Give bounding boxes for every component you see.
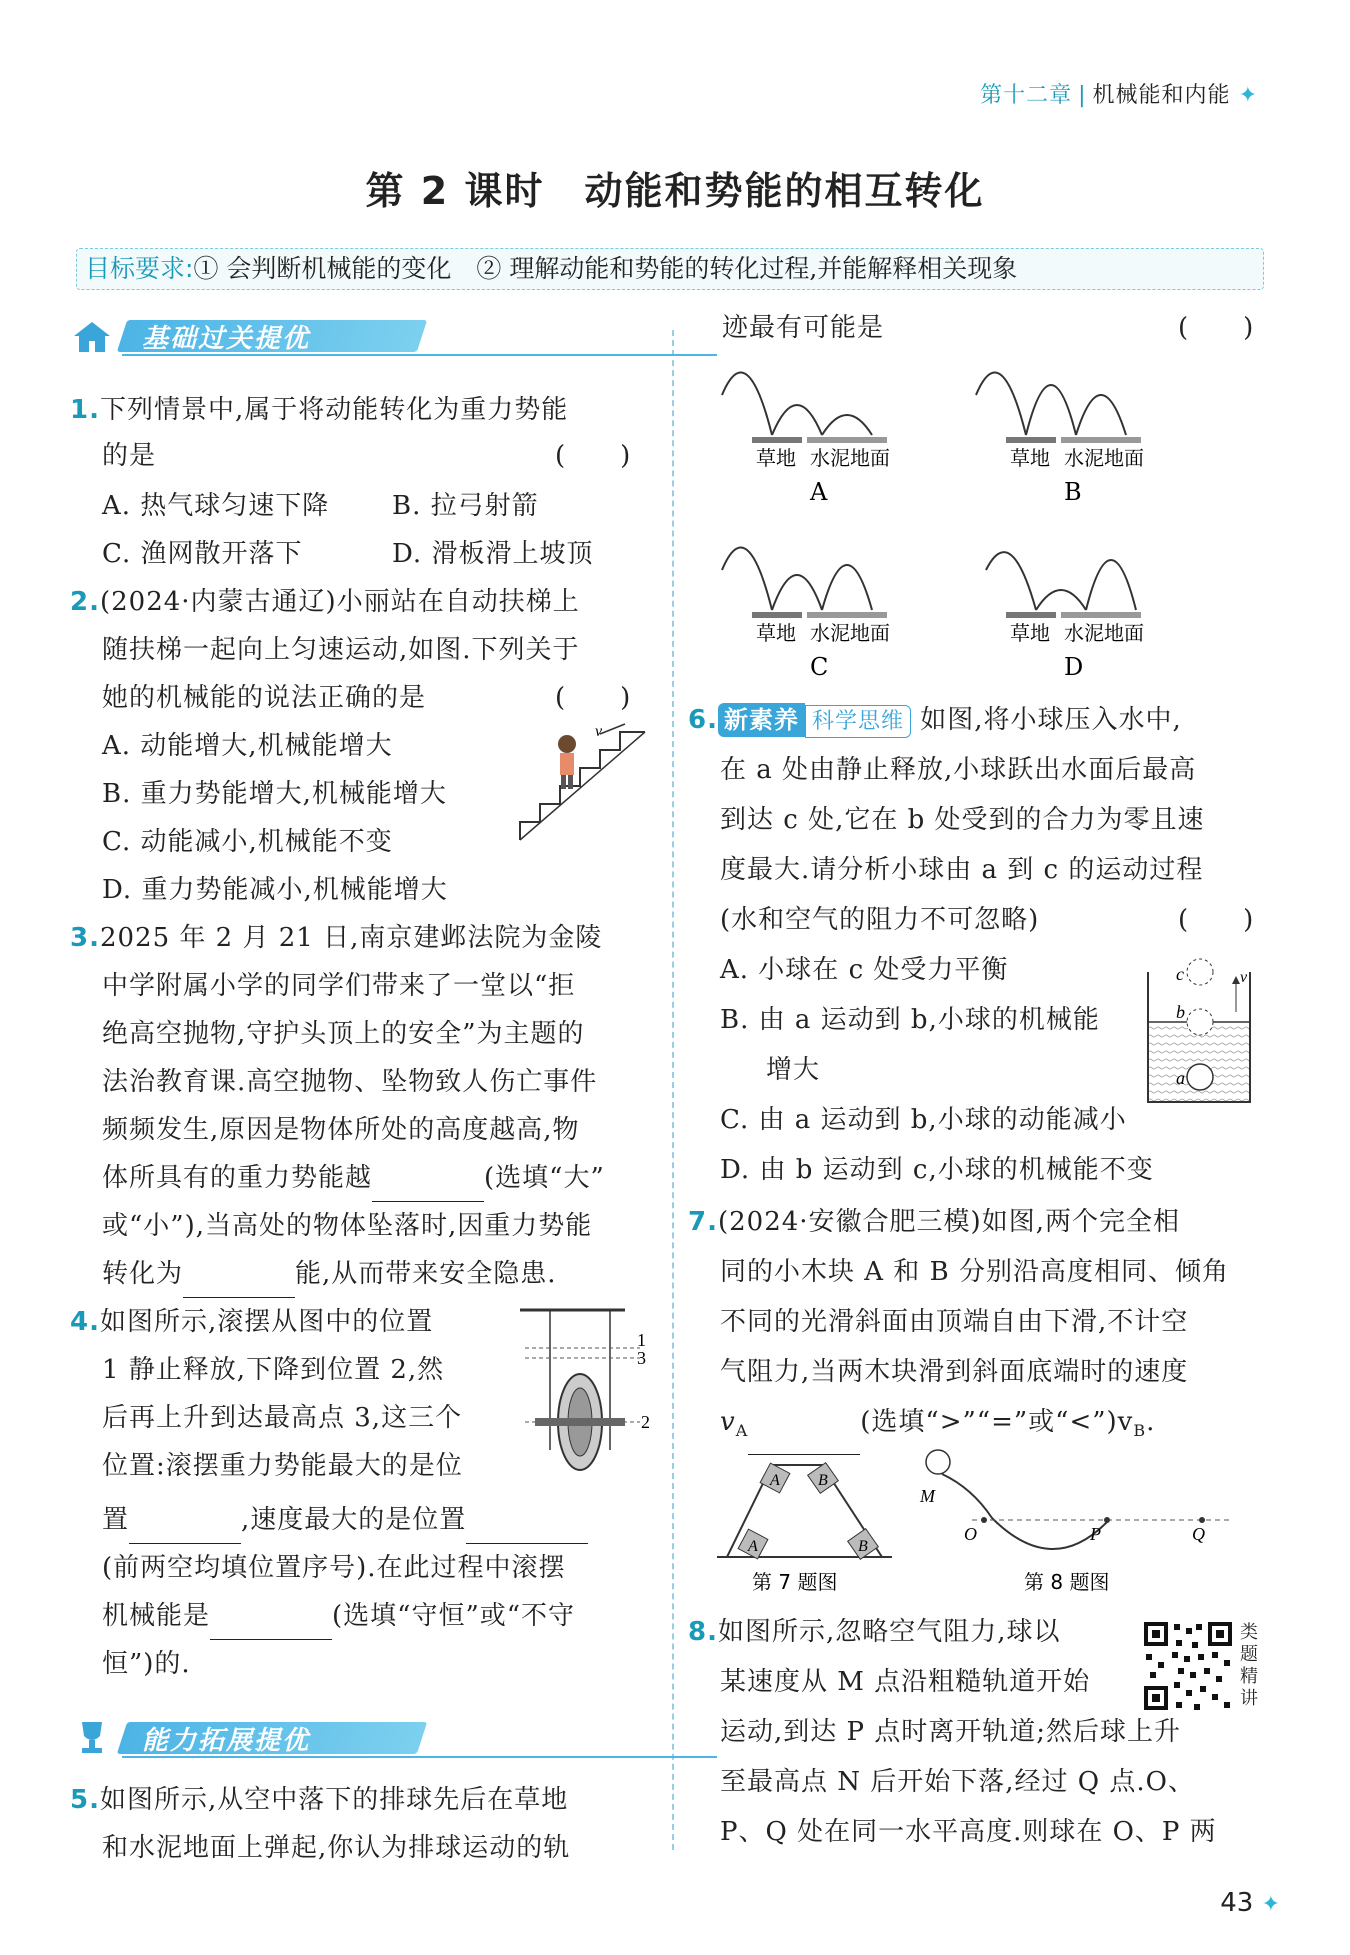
position-label-3: 3 [637, 1348, 646, 1368]
page-number-value: 43 [1220, 1888, 1254, 1918]
section-banner-advanced [70, 1718, 670, 1758]
q7-l5b: (选填“>”“=”或“<”)v [860, 1407, 1134, 1437]
q5-figure-c [712, 530, 922, 690]
header-separator: | [1078, 83, 1087, 108]
q1-option-b: B. 拉弓射箭 [392, 491, 539, 521]
q4-l7a: 机械能是 [102, 1601, 211, 1631]
q6-line3: 到达 c 处,它在 b 处受到的合力为零且速 [720, 805, 1205, 835]
q3-line8 [102, 1250, 557, 1298]
q5-text: 如图所示,从空中落下的排球先后在草地 [99, 1785, 569, 1815]
q6-tag-new: 新素养 [718, 703, 805, 737]
page-title: 第 2 课时 动能和势能的相互转化 [365, 169, 985, 213]
q5-answer-paren: ( ) [1178, 313, 1255, 343]
point-m: M [920, 1486, 935, 1506]
q5-line3: 迹最有可能是 [722, 313, 885, 343]
chapter-number: 第十二章 [980, 83, 1073, 108]
block-b-top: B [818, 1472, 828, 1489]
fig8-caption: 第 8 题图 [1024, 1570, 1110, 1593]
q6-option-d: D. 由 b 运动到 c,小球的机械能不变 [720, 1155, 1154, 1185]
q6-option-b-1: B. 由 a 运动到 b,小球的机械能 [720, 1005, 1100, 1035]
q6-line4: 度最大.请分析小球由 a 到 c 的运动过程 [720, 855, 1204, 885]
q3-l8b: 能,从而带来安全隐患. [295, 1259, 557, 1289]
sparkle-icon-footer: ✦ [1261, 1892, 1280, 1917]
q3-line7: 或“小”),当高处的物体坠落时,因重力势能 [102, 1211, 593, 1241]
chapter-name: 机械能和内能 [1092, 83, 1231, 108]
q5a-grass-label: 草地 [756, 446, 796, 470]
q8-line1 [688, 1608, 1061, 1656]
velocity-label: v [595, 723, 603, 740]
q6-number: 6. [688, 705, 718, 735]
q2-answer-paren: ( ) [555, 683, 632, 713]
track-figure [912, 1448, 1242, 1593]
q5b-grass-label: 草地 [1010, 446, 1050, 470]
page-number [1220, 1888, 1280, 1918]
q6-tag-thinking: 科学思维 [805, 705, 911, 738]
q5c-cement-label: 水泥地面 [810, 621, 890, 645]
q7-line2: 同的小木块 A 和 B 分别沿高度相同、倾角 [720, 1257, 1229, 1287]
section-banner-basic [70, 316, 670, 356]
q5a-cement-label: 水泥地面 [810, 446, 890, 470]
block-a-top: A [770, 1472, 780, 1489]
q3-line2: 中学附属小学的同学们带来了一堂以“拒 [102, 971, 576, 1001]
q5d-cement-label: 水泥地面 [1064, 621, 1144, 645]
q6-line1 [688, 696, 1182, 744]
q4-line4: 位置:滚摆重力势能最大的是位 [102, 1451, 463, 1481]
q7-line4: 气阻力,当两木块滑到斜面底端时的速度 [720, 1357, 1189, 1387]
goal-box [76, 248, 1264, 290]
q2-option-c: C. 动能减小,机械能不变 [102, 827, 393, 857]
q4-line3: 后再上升到达最高点 3,这三个 [102, 1403, 463, 1433]
q5-line1 [70, 1776, 568, 1824]
q5a-option-label: A [810, 478, 828, 506]
q7-line1 [688, 1198, 1180, 1246]
q6-line5: (水和空气的阻力不可忽略) [720, 905, 1040, 935]
q6-option-b-2: 增大 [766, 1055, 821, 1085]
label-a: a [1176, 1068, 1185, 1088]
q2-line2: 随扶梯一起向上匀速运动,如图.下列关于 [102, 635, 580, 665]
q7-va: v [720, 1407, 736, 1437]
q8-line4: 至最高点 N 后开始下落,经过 Q 点.O、 [720, 1767, 1195, 1797]
escalator-figure [515, 722, 650, 847]
label-b: b [1176, 1002, 1185, 1022]
q2-line3: 她的机械能的说法正确的是 [102, 683, 427, 713]
q7-blank[interactable] [748, 1422, 860, 1455]
q7-line5 [720, 1398, 1155, 1455]
q7-number: 7. [688, 1207, 718, 1237]
q5d-grass-label: 草地 [1010, 621, 1050, 645]
q2-option-b: B. 重力势能增大,机械能增大 [102, 779, 447, 809]
q5-line2: 和水泥地面上弹起,你认为排球运动的轨 [102, 1833, 571, 1863]
q5d-option-label: D [1064, 653, 1084, 681]
q7-va-sub: A [735, 1421, 749, 1441]
q7-line3: 不同的光滑斜面由顶端自由下滑,不计空 [720, 1307, 1189, 1337]
qr-char-3: 精 [1240, 1666, 1258, 1687]
q4-line1 [70, 1298, 433, 1346]
q3-blank-1[interactable] [372, 1169, 484, 1202]
label-c: c [1176, 964, 1184, 984]
q4-l5a: 置 [102, 1505, 130, 1535]
q1-option-c: C. 渔网散开落下 [102, 539, 303, 569]
q4-line8: 恒”)的. [102, 1649, 191, 1679]
q5-figure-b [966, 355, 1176, 515]
q6-option-a: A. 小球在 c 处受力平衡 [720, 955, 1009, 985]
q2-option-a: A. 动能增大,机械能增大 [102, 731, 393, 761]
sparkle-icon: ✦ [1238, 83, 1258, 108]
q5-figure-a [712, 355, 922, 515]
q1-number: 1. [70, 395, 100, 425]
q5-figure-d [966, 530, 1176, 690]
q8-line2: 某速度从 M 点沿粗糙轨道开始 [720, 1667, 1091, 1697]
q4-l5b: ,速度最大的是位置 [241, 1505, 467, 1535]
q6-option-c: C. 由 a 运动到 b,小球的动能减小 [720, 1105, 1127, 1135]
q3-number: 3. [70, 923, 100, 953]
qr-code-icon[interactable] [1142, 1620, 1234, 1712]
fig7-caption: 第 7 题图 [752, 1570, 838, 1594]
q4-number: 4. [70, 1307, 100, 1337]
point-o: O [964, 1524, 977, 1544]
q4-line2: 1 静止释放,下降到位置 2,然 [102, 1355, 445, 1385]
q4-blank-1[interactable] [129, 1511, 241, 1544]
q6-text: 如图,将小球压入水中, [920, 705, 1182, 735]
q3-line4: 法治教育课.高空抛物、坠物致人伤亡事件 [102, 1067, 598, 1097]
q3-line3: 绝高空抛物,守护头顶上的安全”为主题的 [102, 1019, 585, 1049]
q6-answer-paren: ( ) [1178, 905, 1255, 935]
q6-line2: 在 a 处由静止释放,小球跃出水面后最高 [720, 755, 1197, 785]
q8-line5: P、Q 处在同一水平高度.则球在 O、P 两 [720, 1817, 1217, 1847]
q3-line5: 频频发生,原因是物体所处的高度越高,物 [102, 1115, 580, 1145]
goal-label: 目标要求: [85, 254, 194, 283]
q3-line6 [102, 1154, 605, 1202]
q4-line7 [102, 1592, 575, 1640]
point-p: P [1090, 1524, 1101, 1544]
q1-line2: 的是 [102, 441, 157, 471]
section-title-advanced: 能力拓展提优 [142, 1726, 311, 1756]
qr-char-1: 类 [1240, 1622, 1258, 1643]
q2-option-d: D. 重力势能减小,机械能增大 [102, 875, 448, 905]
q8-number: 8. [688, 1617, 718, 1647]
label-v: v [1240, 969, 1248, 986]
position-label-1: 1 [637, 1330, 646, 1350]
q5-number: 5. [70, 1785, 100, 1815]
q5c-option-label: C [810, 653, 829, 681]
q7-vb-sub: B [1133, 1421, 1147, 1441]
q8-line3: 运动,到达 P 点时离开轨道;然后球上升 [720, 1717, 1182, 1747]
q8-text: 如图所示,忽略空气阻力,球以 [717, 1617, 1061, 1647]
block-a-bottom: A [748, 1538, 758, 1555]
q4-blank-2[interactable] [466, 1511, 588, 1544]
slope-figure [712, 1455, 902, 1595]
position-label-2: 2 [641, 1412, 650, 1432]
q1-answer-paren: ( ) [555, 441, 632, 471]
chapter-header [980, 78, 1258, 109]
q1-line1 [70, 386, 568, 434]
q1-option-a: A. 热气球匀速下降 [102, 491, 330, 521]
q1-option-d: D. 滑板滑上坡顶 [392, 539, 594, 569]
column-divider [672, 330, 674, 1850]
trophy-icon [70, 1718, 114, 1758]
q4-text: 如图所示,滚摆从图中的位置 [99, 1307, 434, 1337]
q5b-option-label: B [1064, 478, 1082, 506]
qr-char-2: 题 [1240, 1644, 1258, 1665]
q3-blank-2[interactable] [183, 1265, 295, 1298]
block-b-bottom: B [858, 1538, 868, 1555]
q3-l6b: (选填“大” [484, 1163, 605, 1193]
q2-number: 2. [70, 587, 100, 617]
section-title-basic: 基础过关提优 [142, 324, 311, 354]
q3-l8a: 转化为 [102, 1259, 184, 1289]
q2-text: (2024·内蒙古通辽)小丽站在自动扶梯上 [99, 587, 580, 617]
point-q: Q [1192, 1524, 1205, 1544]
school-icon [70, 316, 114, 356]
water-ball-figure [1140, 952, 1260, 1112]
q5b-cement-label: 水泥地面 [1064, 446, 1144, 470]
q4-line5 [102, 1496, 588, 1544]
qr-caption [1240, 1622, 1260, 1710]
q3-line1 [70, 914, 602, 962]
qr-char-4: 讲 [1240, 1688, 1258, 1709]
q5c-grass-label: 草地 [756, 621, 796, 645]
maxwell-wheel-figure [515, 1300, 655, 1490]
q7-l5c: . [1146, 1407, 1156, 1437]
q4-l7b: (选填“守恒”或“不守 [332, 1601, 576, 1631]
q2-line1 [70, 578, 580, 626]
q3-l6a: 体所具有的重力势能越 [102, 1163, 373, 1193]
q4-blank-3[interactable] [210, 1607, 332, 1640]
q1-text: 下列情景中,属于将动能转化为重力势能 [99, 395, 569, 425]
goal-items: ① 会判断机械能的变化 ② 理解动能和势能的转化过程,并能解释相关现象 [193, 254, 1018, 283]
q4-line6: (前两空均填位置序号).在此过程中滚摆 [102, 1553, 566, 1583]
q3-text: 2025 年 2 月 21 日,南京建邺法院为金陵 [99, 923, 603, 953]
q7-text: (2024·安徽合肥三模)如图,两个完全相 [717, 1207, 1180, 1237]
